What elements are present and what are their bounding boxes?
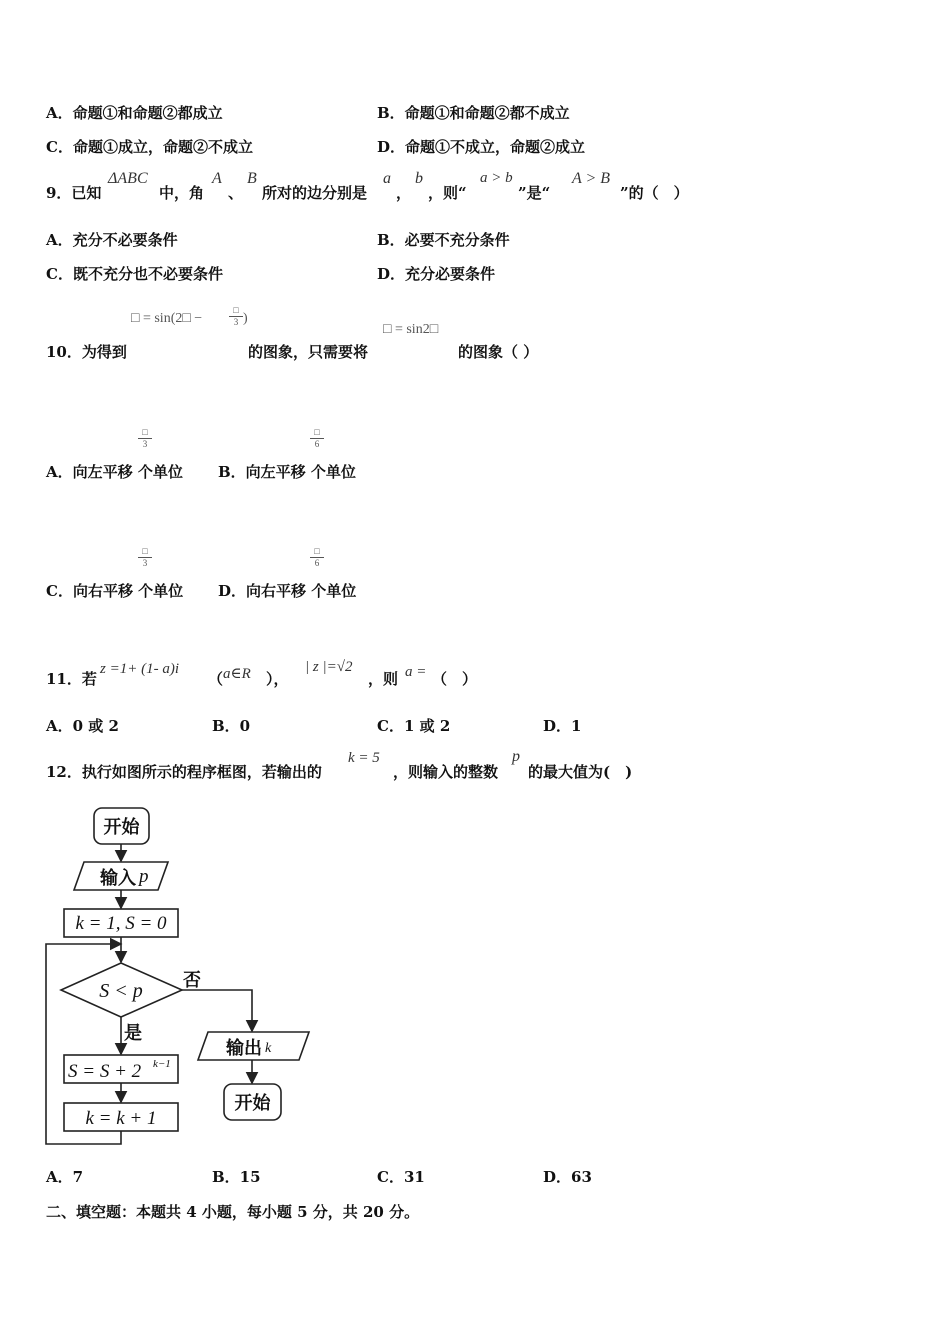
q10-function-2: □ = sin2□: [383, 322, 439, 337]
flow-update-s-exponent: k−1: [153, 1058, 171, 1070]
q9-condition-1: a > b: [480, 170, 513, 186]
q9-angle-a: A: [212, 170, 222, 187]
q10-option-d: D．向右平移 个单位: [218, 582, 357, 600]
q10-option-a: A．向左平移 个单位: [46, 463, 183, 481]
q10-optB-frac-num: □: [314, 427, 320, 437]
q10-option-b: B．向左平移 个单位: [218, 463, 356, 481]
q9-dun: 、: [228, 184, 244, 202]
q9-angle-b: B: [247, 170, 257, 187]
q10-optC-frac-num: □: [142, 546, 148, 556]
q9-text-ze: ，则“: [428, 184, 467, 202]
q12-text-mid: ，则输入的整数: [393, 763, 499, 781]
q10-optC-frac-den: 3: [142, 558, 148, 568]
flow-init-label: k = 1, S = 0: [75, 913, 167, 934]
q11-text-ze: ，则: [368, 670, 399, 688]
q8-option-c: C．命题①成立，命题②不成立: [46, 138, 253, 156]
q9-triangle: ΔABC: [108, 170, 148, 187]
q9-side-b: b: [415, 170, 423, 187]
q9-option-d: D．充分必要条件: [377, 265, 496, 283]
section-fill-in-blank: 二、填空题：本题共 4 小题，每小题 5 分，共 20 分。: [46, 1203, 420, 1221]
q11-option-b: B．0: [212, 717, 251, 735]
q10-option-c: C．向右平移 个单位: [46, 582, 184, 600]
q10-text-end: 的图象（ ）: [458, 343, 539, 361]
q10-text-mid: 的图象，只需要将: [248, 343, 369, 361]
q9-comma: ，: [396, 184, 412, 202]
flow-no-label: 否: [183, 970, 201, 991]
flow-input-var: p: [139, 866, 149, 887]
flow-output-label: 输出: [226, 1038, 262, 1059]
flow-input-label: 输入: [100, 868, 136, 889]
q9-text-opposite: 所对的边分别是: [262, 184, 368, 202]
q9-text-de: ”的（ ）: [620, 184, 689, 202]
flow-update-s-label: S = S + 2: [68, 1061, 142, 1082]
q9-number: 9．已知: [46, 184, 102, 202]
q10-optA-frac-num: □: [142, 427, 148, 437]
q11-option-a: A．0 或 2: [46, 717, 119, 735]
q11-ask: a =: [405, 664, 427, 680]
q10-optB-frac-den: 6: [314, 439, 320, 449]
q11-condition: a∈R: [223, 666, 251, 682]
q11-modulus: | z |=√2: [305, 659, 353, 675]
q9-option-a: A．充分不必要条件: [46, 231, 178, 249]
q12-p: p: [512, 748, 520, 765]
q12-number: 12．执行如图所示的程序框图，若输出的: [46, 763, 322, 781]
q10-function-1: □ = sin(2□ −: [131, 311, 203, 326]
flow-condition-label: S < p: [99, 980, 143, 1002]
q10-optD-frac-den: 6: [314, 558, 320, 568]
q12-option-a: A．7: [46, 1168, 84, 1186]
q9-option-c: C．既不充分也不必要条件: [46, 265, 223, 283]
q12-option-b: B．15: [212, 1168, 261, 1186]
q12-option-c: C．31: [377, 1168, 425, 1186]
q10-optD-frac-num: □: [314, 546, 320, 556]
q8-option-b: B．命题①和命题②都不成立: [377, 104, 570, 122]
flow-yes-label: 是: [124, 1023, 142, 1044]
q10-func1-frac-num: □: [233, 305, 239, 315]
flow-output-var: k: [265, 1041, 272, 1056]
q9-text-shi: ”是“: [518, 184, 551, 202]
q11-option-d: D．1: [543, 717, 582, 735]
flow-start-label: 开始: [103, 817, 140, 838]
q8-option-d: D．命题①不成立，命题②成立: [377, 138, 586, 156]
q8-option-a: A．命题①和命题②都成立: [46, 104, 223, 122]
q11-text-end: （ ）: [432, 670, 478, 688]
q9-text-zhong: 中，角: [159, 184, 205, 202]
q12-k-equals: k = 5: [348, 750, 380, 766]
q11-option-c: C．1 或 2: [377, 717, 451, 735]
q12-text-end: 的最大值为( ): [528, 763, 633, 781]
q11-number: 11．若: [46, 670, 97, 688]
q10-func1-frac-den: 3: [233, 317, 239, 327]
flow-end-label: 开始: [234, 1093, 271, 1114]
q10-function-1-close: ): [243, 311, 248, 326]
q11-z-expression: z =1+ (1- a)i: [100, 661, 179, 677]
q11-paren-open: （: [208, 670, 224, 688]
q10-optA-frac-den: 3: [142, 439, 148, 449]
q9-side-a: a: [383, 170, 391, 187]
q12-option-d: D．63: [543, 1168, 592, 1186]
q9-option-b: B．必要不充分条件: [377, 231, 510, 249]
q11-paren-close: ），: [266, 670, 289, 688]
flow-update-k-label: k = k + 1: [85, 1108, 157, 1129]
q9-condition-2: A > B: [572, 170, 611, 187]
q10-number: 10．为得到: [46, 343, 127, 361]
